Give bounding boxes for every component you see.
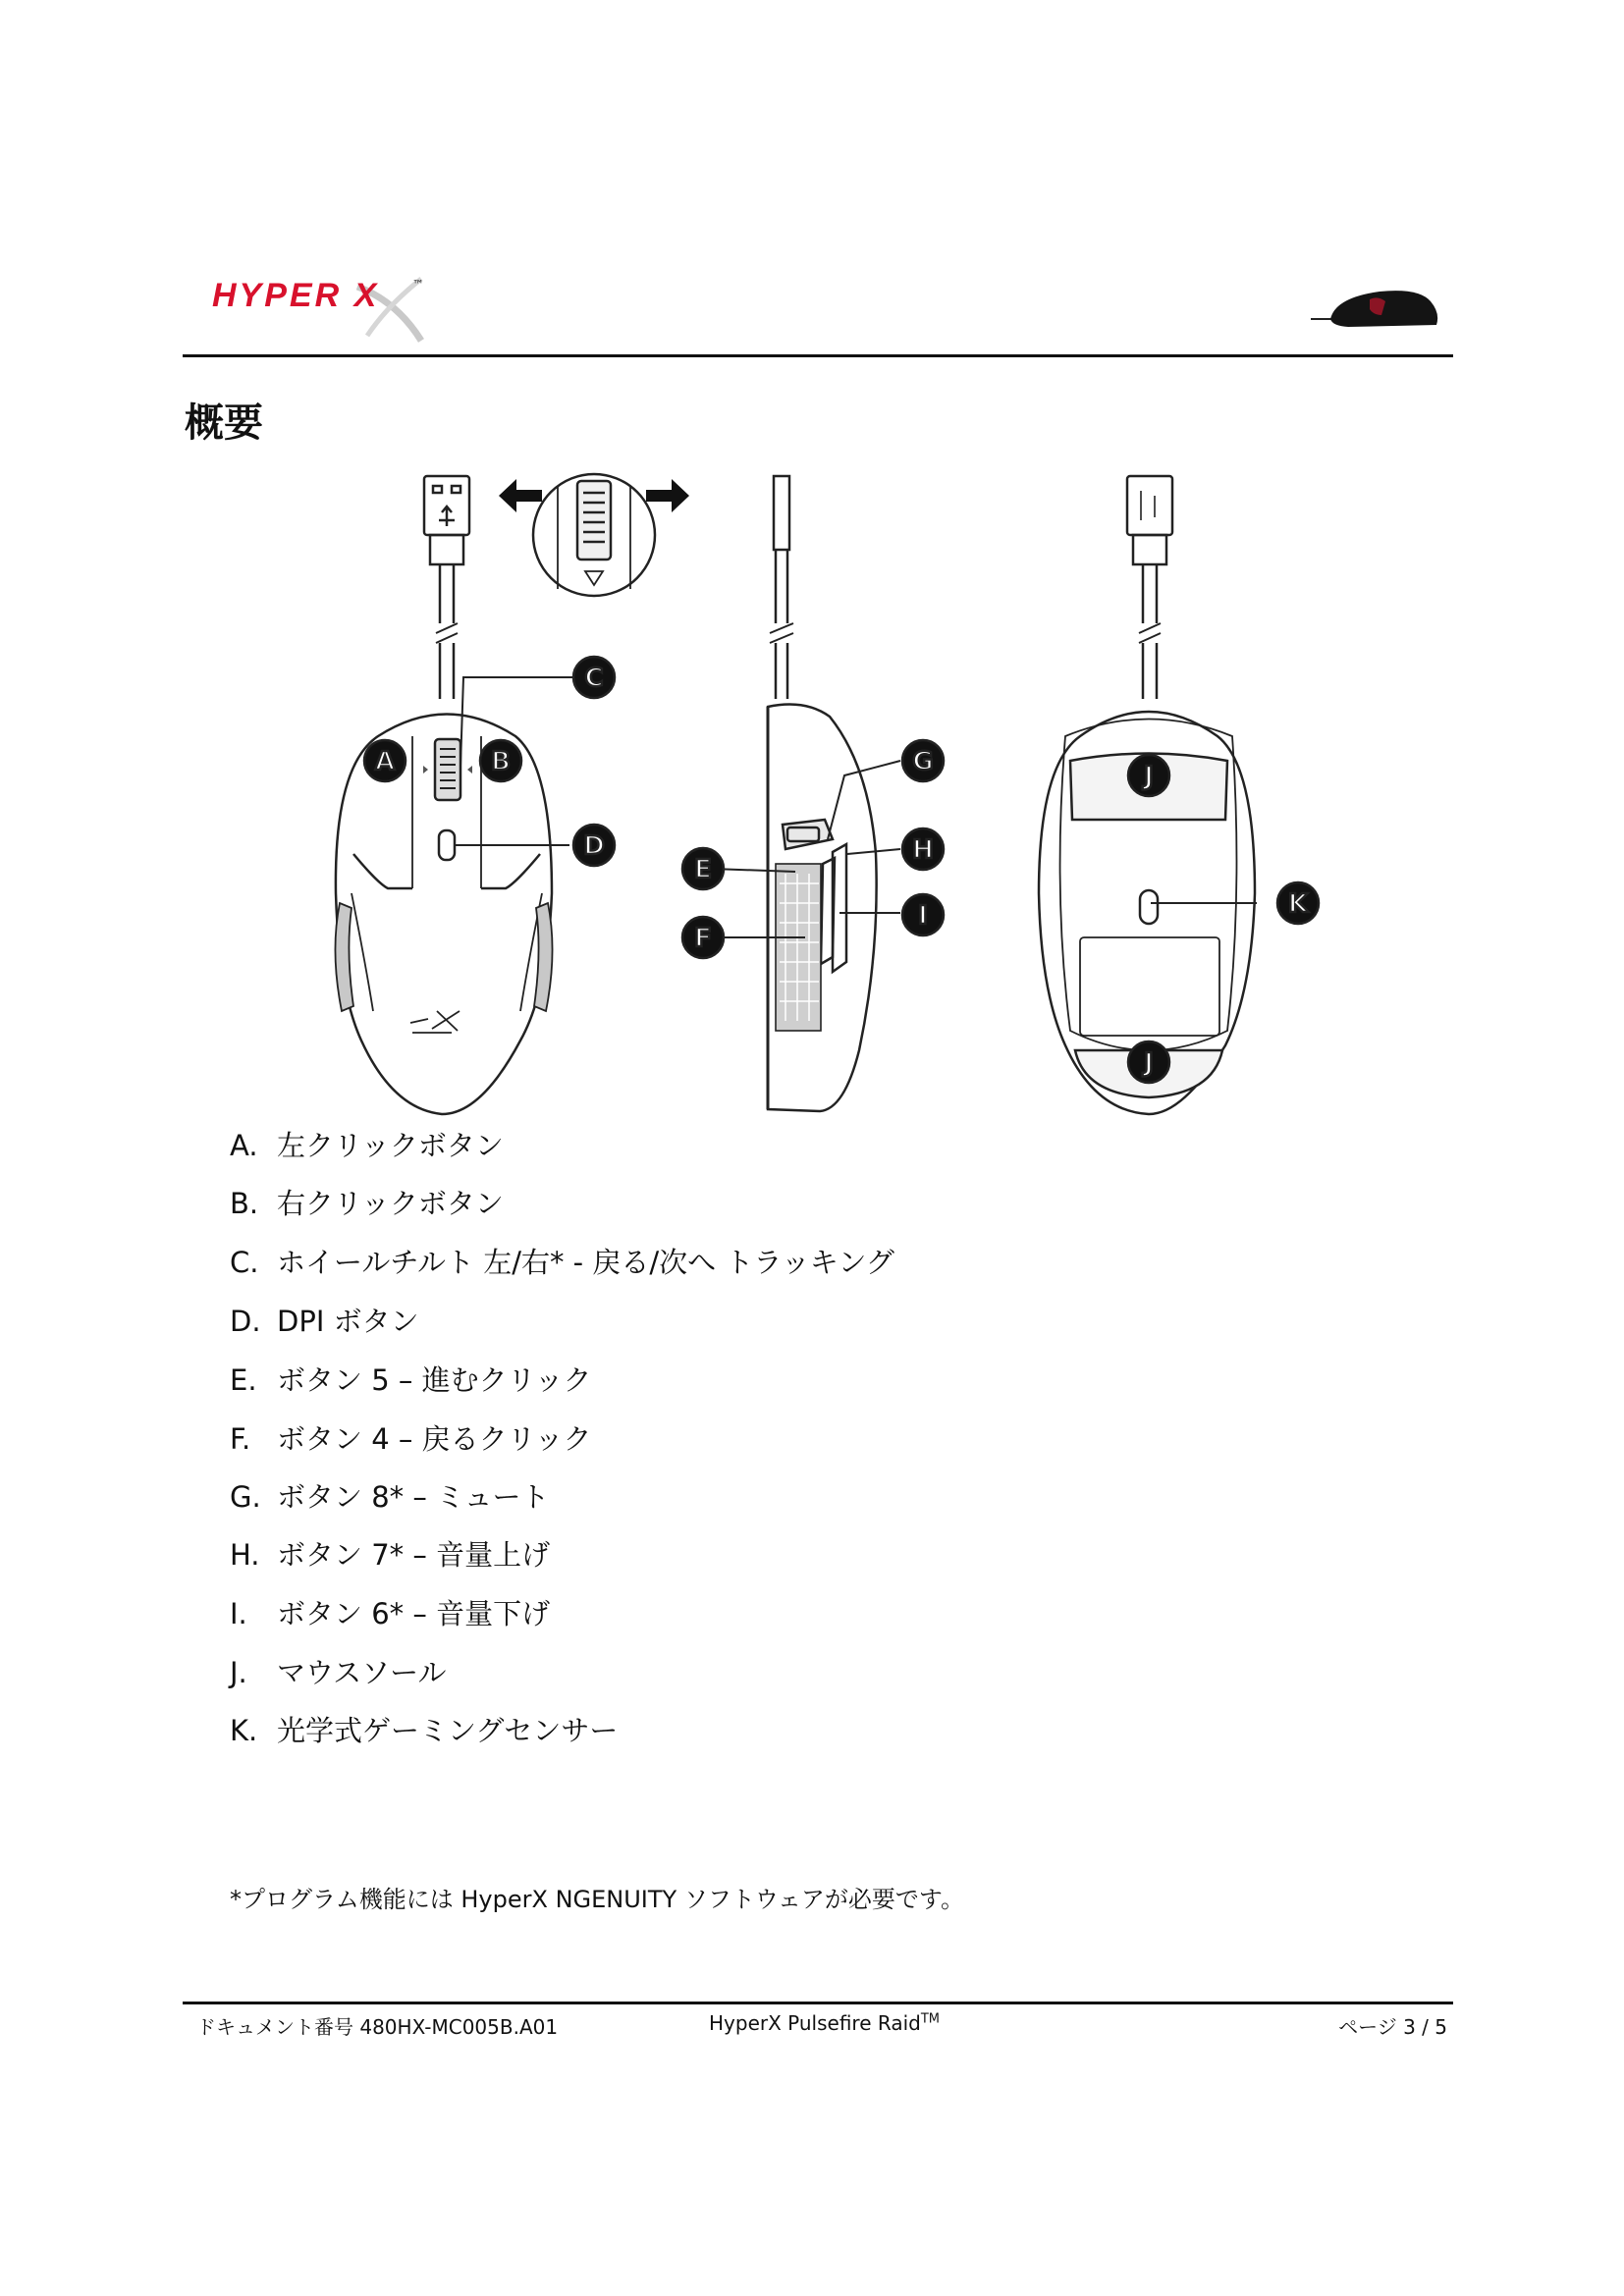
svg-text:J: J — [1144, 1048, 1154, 1078]
legend-letter: C. — [230, 1246, 259, 1279]
callout-d — [573, 825, 615, 866]
callout-i — [902, 894, 944, 935]
svg-text:C: C — [584, 664, 604, 693]
legend-item — [230, 1422, 591, 1456]
legend-letter: D. — [230, 1305, 261, 1338]
legend-text: ボタン 7* – 音量上げ — [277, 1538, 551, 1572]
footer-doc-number: ドキュメント番号 480HX-MC005B.A01 — [196, 2015, 559, 2039]
legend-text: マウスソール — [277, 1656, 447, 1689]
legend-letter: G. — [230, 1480, 261, 1514]
legend-item — [230, 1129, 504, 1162]
mouse-thumbnail-icon — [1311, 280, 1448, 339]
legend-letter: E. — [230, 1363, 257, 1397]
legend-item — [230, 1714, 618, 1747]
legend-item — [230, 1246, 894, 1279]
legend-letter: K. — [230, 1714, 258, 1747]
logo-trademark: ™ — [412, 278, 424, 292]
svg-text:F: F — [694, 924, 712, 953]
footer-product-name: HyperX Pulsefire Raid — [709, 2011, 921, 2035]
logo-wordmark: HYPER X — [212, 277, 380, 314]
svg-text:I: I — [918, 901, 928, 931]
svg-text:D: D — [583, 831, 605, 861]
mouse-overview-diagram — [295, 442, 1335, 1129]
legend-item — [230, 1597, 550, 1630]
legend-item — [230, 1187, 504, 1220]
legend-item — [230, 1363, 591, 1397]
legend-text: 右クリックボタン — [277, 1187, 504, 1220]
callout-b — [480, 740, 521, 781]
mouse-side-view — [768, 476, 877, 1111]
legend-item — [230, 1480, 550, 1514]
svg-text:H: H — [912, 835, 934, 865]
callout-k — [1277, 882, 1319, 924]
legend-item — [230, 1538, 550, 1572]
header-rule — [183, 354, 1453, 357]
legend-text: ボタン 5 – 進むクリック — [277, 1363, 592, 1397]
legend-letter: H. — [230, 1538, 260, 1572]
svg-text:B: B — [491, 747, 511, 776]
legend-letter: F. — [230, 1422, 251, 1456]
svg-text:E: E — [694, 855, 712, 884]
svg-text:J: J — [1144, 762, 1154, 791]
legend-item — [230, 1305, 419, 1338]
legend-text: 光学式ゲーミングセンサー — [277, 1714, 619, 1747]
svg-text:A: A — [374, 747, 396, 776]
callout-j-bottom — [1128, 1041, 1169, 1083]
callout-j-top — [1128, 755, 1169, 796]
legend-text: 左クリックボタン — [277, 1129, 504, 1162]
callout-h — [902, 828, 944, 870]
footer-product — [709, 2011, 940, 2035]
legend-item — [230, 1656, 447, 1689]
legend-letter: I. — [230, 1597, 247, 1630]
legend-text: ボタン 8* – ミュート — [277, 1480, 550, 1514]
legend-letter: A. — [230, 1129, 258, 1162]
callout-f — [682, 917, 724, 958]
legend-text: DPI ボタン — [277, 1305, 419, 1338]
wheel-tilt-zoom — [499, 474, 689, 596]
svg-text:G: G — [912, 747, 934, 776]
callout-g — [902, 740, 944, 781]
svg-text:K: K — [1287, 889, 1309, 919]
legend-letter: B. — [230, 1187, 259, 1220]
footer-product-tm: TM — [920, 2011, 941, 2027]
page-title: 概要 — [185, 400, 263, 446]
callout-e — [682, 848, 724, 889]
footnote: *プログラム機能には HyperX NGENUITY ソフトウェアが必要です。 — [230, 1886, 964, 1913]
legend-text: ホイールチルト 左/右* - 戻る/次へ トラッキング — [277, 1246, 894, 1279]
legend-text: ボタン 4 – 戻るクリック — [277, 1422, 592, 1456]
callout-c — [573, 657, 615, 698]
legend-letter: J. — [230, 1656, 247, 1689]
callout-a — [364, 740, 406, 781]
hyperx-logo — [210, 267, 436, 346]
legend-text: ボタン 6* – 音量下げ — [277, 1597, 551, 1630]
footer-rule — [183, 2002, 1453, 2004]
footer-page-number: ページ 3 / 5 — [1338, 2015, 1447, 2039]
mouse-top-view — [335, 476, 552, 1114]
